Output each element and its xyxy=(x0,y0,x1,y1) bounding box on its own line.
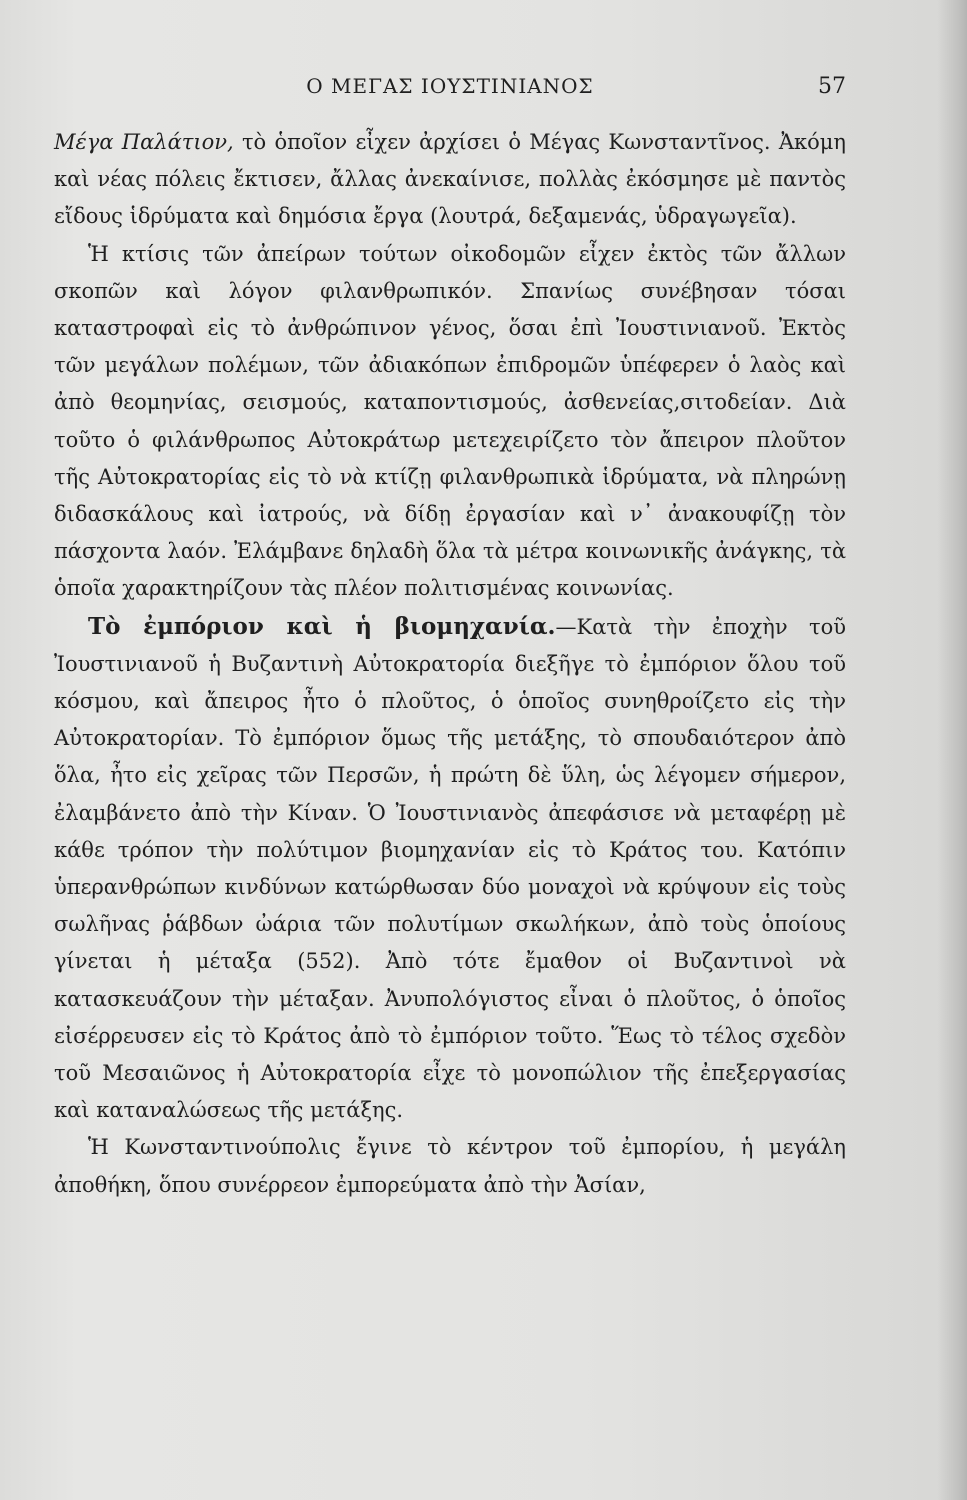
paragraph-4: Ἡ Κωνσταντινούπολις ἔγινε τὸ κέντρον τοῦ ἐμπορίου, ἡ μεγάλη ἀποθήκη, ὅπου συνέρρεον ἐμπορεύματα ἀπὸ τὴν Ἀσίαν, xyxy=(54,1135,846,1197)
page-number: 57 xyxy=(818,74,846,99)
paragraph-1-italic: Μέγα Παλάτιον, xyxy=(54,130,234,154)
paragraph-3-text: —Κατὰ τὴν ἐποχὴν τοῦ Ἰουστινιανοῦ ἡ Βυζαντινὴ Αὐτοκρατορία διεξῆγε τὸ ἐμπόριον ὅλου τοῦ κόσμου, καὶ ἄπειρος ἦτο ὁ πλοῦτος, ὁ ὁποῖος συνηθροίζετο εἰς τὴν Αὐτοκρατορίαν. Τὸ ἐμπόριον ὅμως τῆς μετάξης, τὸ σπουδαιότερον ἀπὸ ὅλα, ἦτο εἰς χεῖρας τῶν Περσῶν, ἡ πρώτη δὲ ὕλη, ὡς λέγομεν σήμερον, ἐλαμβάνετο ἀπὸ τὴν Κίναν. Ὁ Ἰουστινιανὸς ἀπεφάσισε νὰ μεταφέρῃ μὲ κάθε τρόπον τὴν πολύτιμον βιομηχανίαν εἰς τὸ Κράτος του. Κατόπιν ὑπερανθρώπων κινδύνων κατώρθωσαν δύο μοναχοὶ νὰ κρύψουν εἰς τοὺς σωλῆνας ῥάβδων ὠάρια τῶν πολυτίμων σκωλήκων, ἀπὸ τοὺς ὁποίους γίνεται ἡ μέταξα (552). Ἀπὸ τότε ἔμαθον οἱ Βυζαντινοὶ νὰ κατασκευάζουν τὴν μέταξαν. Ἀνυπολόγιστος εἶναι ὁ πλοῦτος, ὁ ὁποῖος εἰσέρρευσεν εἰς τὸ Κράτος ἀπὸ τὸ ἐμπόριον τοῦτο. Ἕως τὸ τέλος σχεδὸν τοῦ Μεσαιῶνος ἡ Αὐτοκρατορία εἶχε τὸ μονοπώλιον τῆς ἐπεξεργασίας καὶ καταναλώσεως τῆς μετάξης. xyxy=(54,614,846,1123)
paragraph-2: Ἡ κτίσις τῶν ἀπείρων τούτων οἰκοδομῶν εἶχεν ἐκτὸς τῶν ἄλλων σκοπῶν καὶ λόγον φιλανθρωπικόν. Σπανίως συνέβησαν τόσαι καταστροφαὶ εἰς τὸ ἀνθρώπινον γένος, ὅσαι ἐπὶ Ἰουστινιανοῦ. Ἐκτὸς τῶν μεγάλων πολέμων, τῶν ἀδιακόπων ἐπιδρομῶν ὑπέφερεν ὁ λαὸς καὶ ἀπὸ θεομηνίας, σεισμούς, καταποντισμούς, ἀσθενείας,σιτοδείαν. Διὰ τοῦτο ὁ φιλάνθρωπος Αὐτοκράτωρ μετεχειρίζετο τὸν ἄπειρον πλοῦτον τῆς Αὐτοκρατορίας εἰς τὸ νὰ κτίζῃ φιλανθρωπικὰ ἱδρύματα, νὰ πληρώνῃ διδασκάλους καὶ ἰατρούς, νὰ δίδῃ ἐργασίαν καὶ ν᾽ ἀνακουφίζῃ τὸν πάσχοντα λαόν. Ἐλάμβανε δηλαδὴ ὅλα τὰ μέτρα κοινωνικῆς ἀνάγκης, τὰ ὁποῖα χαρακτηρίζουν τὰς πλέον πολιτισμένας κοινωνίας. xyxy=(54,241,846,601)
paragraph-3 xyxy=(54,608,846,1130)
paragraph-1-text: τὸ ὁποῖον εἶχεν ἀρχίσει ὁ Μέγας Κωνσταντῖνος. Ἀκόμη καὶ νέας πόλεις ἔκτισεν, ἄλλας ἀνεκαίνισε, πολλὰς ἐκόσμησε μὲ παντὸς εἴδους ἱδρύματα καὶ δημόσια ἔργα (λουτρά, δεξαμενάς, ὑδραγωγεῖα). xyxy=(54,130,846,229)
section-heading: Τὸ ἐμπόριον καὶ ἡ βιομηχανία. xyxy=(88,612,556,640)
page-fold-shadow xyxy=(937,0,967,1500)
running-title: Ο ΜΕΓΑΣ ΙΟΥΣΤΙΝΙΑΝΟΣ xyxy=(306,74,594,98)
page-header xyxy=(54,74,846,110)
page-content xyxy=(54,124,846,1204)
paragraph-1 xyxy=(54,124,846,236)
